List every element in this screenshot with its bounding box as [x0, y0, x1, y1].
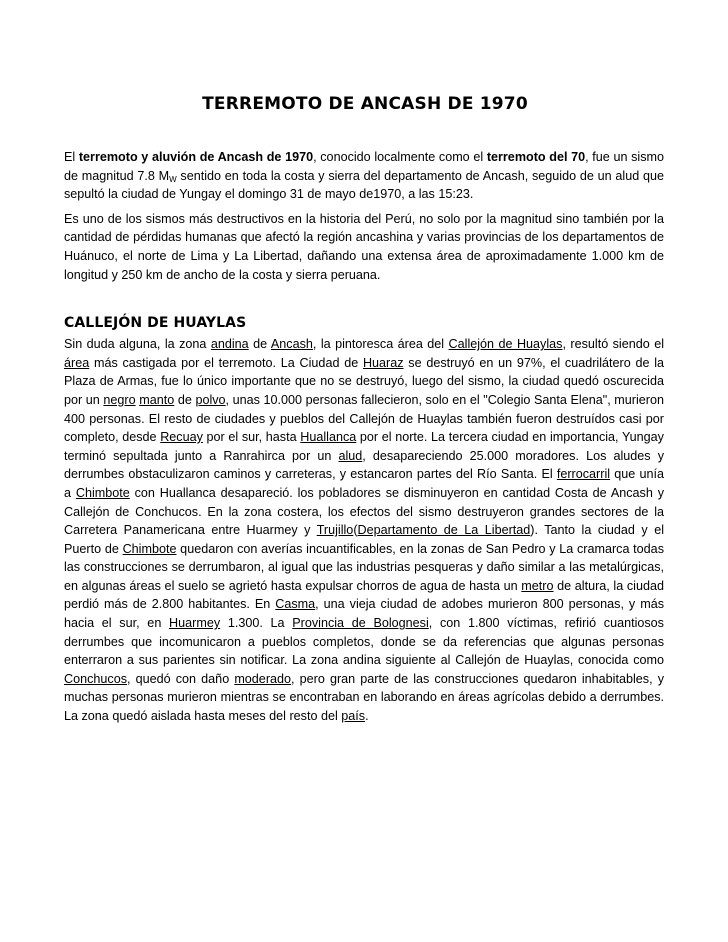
link-metro[interactable]: metro: [521, 578, 554, 593]
text: , una vieja ciudad de adobes murieron 800 personas, y más hacia el sur, en: [64, 597, 665, 631]
text: El: [64, 150, 79, 164]
link-trujillo[interactable]: Trujillo: [316, 523, 354, 538]
bold-term: terremoto y aluvión de Ancash de 1970: [78, 150, 314, 164]
link-manto[interactable]: manto: [139, 392, 175, 407]
place-name: La Libertad: [234, 248, 299, 263]
link-departamento-la-libertad[interactable]: Departamento de La Libertad: [357, 523, 531, 538]
link-conchucos[interactable]: Conchucos: [64, 671, 128, 686]
link-alud[interactable]: alud: [338, 448, 363, 463]
intro-paragraph: [64, 148, 664, 204]
link-chimbote-2[interactable]: Chimbote: [122, 541, 177, 556]
text: , resultó siendo el: [562, 337, 664, 352]
link-polvo[interactable]: polvo: [195, 392, 226, 407]
text: Sin duda alguna, la zona: [64, 337, 211, 352]
link-negro[interactable]: negro: [103, 392, 136, 407]
text: , el norte de: [114, 248, 191, 263]
document-title: TERREMOTO DE ANCASH DE 1970: [202, 94, 528, 114]
text: .: [365, 709, 369, 724]
text: Es uno de los sismos más destructivos en la historia del Perú, no solo por la magnitud sino también por la cantidad de pérdidas humanas que afectó la región ancashina y varias provincias de los departamentos de: [64, 211, 664, 245]
callejon-paragraph: [64, 335, 664, 725]
text: y: [217, 248, 235, 263]
magnitude-subscript: W: [169, 174, 177, 184]
text: , con 1.800 víctimas, refirió cuantiosos derrumbes que incomunicaron a pueblos completos, donde se da referencias que algunas personas enterraron a sus parientes sin notificar. La zona andina siguiente al Callejón de Huaylas, conocida como: [64, 616, 664, 668]
link-moderado[interactable]: moderado: [234, 671, 292, 686]
link-casma[interactable]: Casma: [275, 597, 316, 612]
text: , desapareciendo 25.000 moradores. Los aludes y derrumbes obstaculizaron caminos y carreteras, y estancaron partes del Río Santa. El: [64, 448, 664, 482]
text: se destruyó en un 97%, el cuadrilátero de la Plaza de Armas, fue lo único importante que no se destruyó, luego del sismo, la ciudad quedó oscurecida por un: [64, 355, 665, 407]
text: por el norte. La tercera ciudad en importancia, Yungay terminó sepultada junto a Ranrahirca por un: [64, 430, 664, 463]
text: ). Tanto la ciudad y el Puerto de: [64, 523, 664, 556]
link-ancash[interactable]: Ancash: [270, 337, 313, 352]
link-huallanca[interactable]: Huallanca: [300, 430, 357, 445]
link-huarmey[interactable]: Huarmey: [169, 616, 221, 631]
text: , la pintoresca área del: [312, 337, 449, 352]
text: , quedó con daño: [127, 671, 235, 686]
link-andina[interactable]: andina: [210, 337, 249, 352]
text: , conocido localmente como el: [313, 150, 487, 164]
text: sentido en toda la costa y sierra del departamento de Ancash, seguido de un alud que sepultó la ciudad de Yungay el domingo 31 de mayo de1970, a las 15:23.: [64, 168, 664, 202]
text: con Huallanca desapareció. los pobladores se disminuyeron en cantidad Costa de Ancash y Callejón de Conchucos. En la zona costera, los efectos del sismo destruyeron grandes sectores de la Carretera Panamericana entre Huarmey y: [64, 485, 664, 538]
link-chimbote[interactable]: Chimbote: [75, 485, 130, 500]
text: que unía a: [64, 467, 664, 500]
link-provincia-de-bolognesi[interactable]: Provincia de Bolognesi: [292, 616, 429, 631]
text: , unas 10.000 personas fallecieron, solo en el "Colegio Santa Elena", murieron 400 personas. El resto de ciudades y pueblos del Callejón de Huaylas también fueron destruídos casi por completo, desde: [64, 392, 664, 445]
link-ferrocarril[interactable]: ferrocarril: [556, 467, 611, 482]
link-area[interactable]: área: [64, 355, 90, 370]
place-name: Lima: [190, 248, 218, 263]
link-huaraz[interactable]: Huaraz: [362, 355, 404, 370]
section-heading: CALLEJÓN DE HUAYLAS: [64, 315, 247, 332]
text: más castigada por el terremoto. La Ciudad de: [89, 355, 363, 370]
text: de: [248, 337, 271, 352]
text: por el sur, hasta: [202, 430, 301, 445]
link-pais[interactable]: país: [341, 709, 366, 724]
text: , fue un sismo de magnitud 7.8 M: [64, 150, 664, 183]
text: 1.300. La: [220, 616, 293, 631]
bold-term: terremoto del 70: [486, 150, 586, 164]
link-callejon-de-huaylas[interactable]: Callejón de Huaylas: [448, 337, 563, 352]
link-recuay[interactable]: Recuay: [160, 430, 203, 445]
document-page: [64, 94, 664, 732]
text: de altura, la ciudad perdió más de 2.800 habitantes. En: [64, 578, 664, 612]
text: , dañando una extensa área de aproximadamente 1.000 km de longitud y 250 km de ancho de la costa y sierra peruana.: [64, 248, 664, 282]
text: quedaron con averías incuantificables, en la zonas de San Pedro y La cramarca todas las construcciones se derrumbaron, al igual que las industrias pesqueras y daño similar a las metalúrgicas, en algunas áreas el suelo se agrietó hasta expulsar chorros de agua de hasta un: [64, 541, 664, 593]
text: , pero gran parte de las construcciones quedaron inhabitables, y muchas personas murieron mientras se encontraban en laborando en áreas agrícolas debido a derrumbes. La zona quedó aislada hasta meses del resto del: [64, 671, 664, 724]
second-paragraph: [64, 210, 664, 284]
place-name: Huánuco: [64, 248, 115, 263]
text: de: [174, 392, 196, 407]
text: (: [353, 523, 358, 538]
